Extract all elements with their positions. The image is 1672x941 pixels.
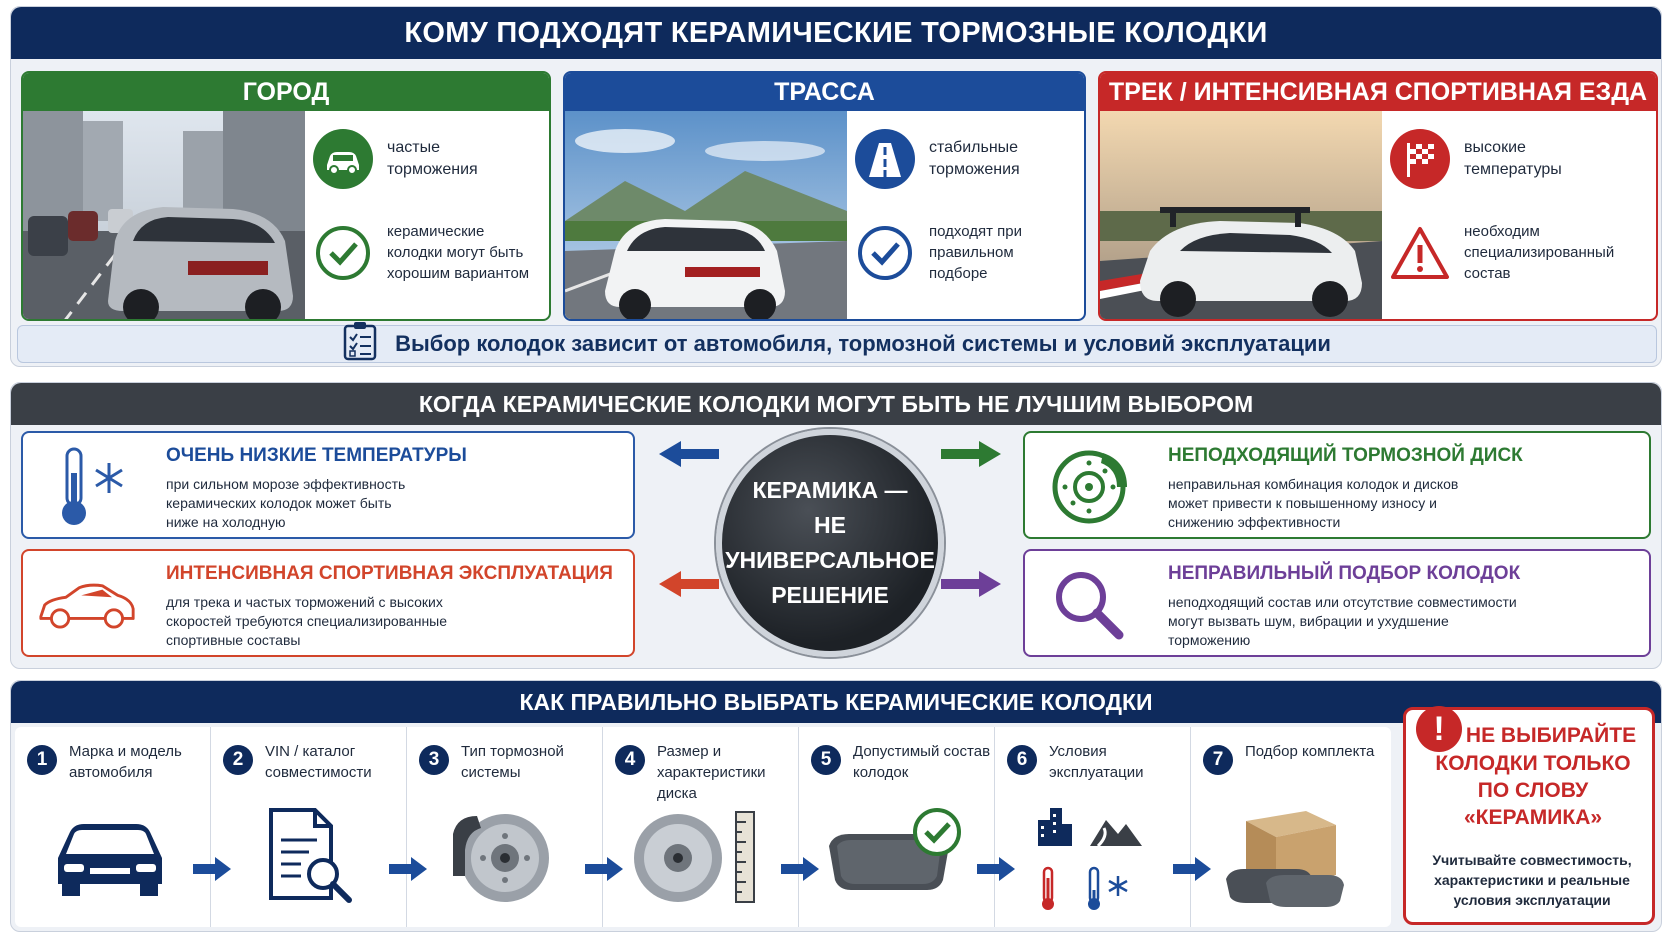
selection-note (17, 325, 1657, 363)
highway-feature-proper (855, 221, 1049, 284)
step-number: 4 (615, 745, 645, 775)
highway-feature-stable (855, 129, 1039, 189)
step-arrow-icon (585, 857, 623, 881)
center-line3: РЕШЕНИЕ (771, 582, 889, 608)
step-number: 2 (223, 745, 253, 775)
warning-callout (1403, 707, 1655, 925)
low-temp-title: ОЧЕНЬ НИЗКИЕ ТЕМПЕРАТУРЫ (166, 445, 467, 466)
howto-section (10, 680, 1662, 932)
disc-ruler-icon (623, 797, 773, 915)
brake-caliper-icon (427, 797, 577, 915)
step-5 (799, 727, 995, 927)
check-icon (855, 223, 915, 283)
step-arrow-icon (389, 857, 427, 881)
warning-title-line2: КОЛОДКИ ТОЛЬКО ПО СЛОВУ «КЕРАМИКА» (1435, 752, 1631, 829)
highway-feature1-text: стабильные торможения (929, 139, 1020, 178)
step-arrow-icon (193, 857, 231, 881)
checkered-flag-icon (1390, 129, 1450, 189)
step-label: Размер и характеристики диска (657, 743, 766, 802)
step-number: 5 (811, 745, 841, 775)
warning-title-line1: НЕ ВЫБИРАЙТЕ (1465, 724, 1637, 747)
magnifier-icon (1039, 561, 1139, 649)
highway-feature2-text: подходят при правильном подборе (929, 223, 1022, 282)
highway-card (563, 71, 1086, 321)
step-label: Допустимый состав колодок (853, 743, 991, 781)
track-card (1098, 71, 1658, 321)
city-feature-good (313, 221, 537, 284)
box-pads-icon (1211, 797, 1361, 915)
city-photo (23, 111, 305, 321)
step-3 (407, 727, 603, 927)
center-message (716, 429, 944, 657)
low-temp-card (21, 431, 635, 539)
check-icon (313, 223, 373, 283)
track-card-header: ТРЕК / ИНТЕНСИВНАЯ СПОРТИВНАЯ ЕЗДА (1100, 73, 1656, 111)
warning-text: Учитывайте совместимость, характеристики и реальные условия эксплуатации (1432, 852, 1632, 908)
center-line1: КЕРАМИКА — (752, 477, 908, 503)
step-number: 3 (419, 745, 449, 775)
track-feature-heat (1390, 129, 1574, 189)
track-photo (1100, 111, 1382, 321)
exclamation-icon: ! (1416, 706, 1462, 752)
step-number: 7 (1203, 745, 1233, 775)
step-label: Марка и модель автомобиля (69, 743, 182, 781)
disc-title: НЕПОДХОДЯЩИЙ ТОРМОЗНОЙ ДИСК (1168, 445, 1523, 466)
car-front-icon (35, 797, 185, 915)
track-feature2-text: необходим специализированный состав (1464, 223, 1615, 282)
steps-panel (15, 727, 1391, 927)
road-icon (855, 129, 915, 189)
arrow-right-purple-icon (941, 569, 1001, 599)
suitability-section (10, 6, 1662, 367)
track-feature-special (1390, 221, 1634, 284)
brake-pad-check-icon (819, 797, 969, 915)
suitability-title: КОМУ ПОДХОДЯТ КЕРАМИЧЕСКИЕ ТОРМОЗНЫЕ КОЛОДКИ (11, 7, 1661, 59)
step-label: Условия эксплуатации (1049, 743, 1144, 781)
step-2 (211, 727, 407, 927)
selection-note-text: Выбор колодок зависит от автомобиля, тормозной системы и условий эксплуатации (395, 331, 1331, 356)
step-label: Подбор комплекта (1245, 743, 1375, 760)
step-4 (603, 727, 799, 927)
thermometer-snowflake-icon (37, 443, 137, 531)
step-label: Тип тормозной системы (461, 743, 564, 781)
sport-title: ИНТЕНСИВНАЯ СПОРТИВНАЯ ЭКСПЛУАТАЦИЯ (166, 563, 613, 584)
arrow-left-blue-icon (659, 439, 719, 469)
step-7 (1191, 727, 1391, 927)
disc-text: неправильная комбинация колодок и дисков может привести к повышенному износу и снижению эффективности (1168, 476, 1459, 530)
document-search-icon (231, 797, 381, 915)
disc-card (1023, 431, 1651, 539)
step-arrow-icon (781, 857, 819, 881)
brake-disc-icon (1039, 443, 1139, 531)
sport-text: для трека и частых торможений с высоких скоростей требуются специализированные спортивные составы (166, 594, 448, 648)
limitations-title: КОГДА КЕРАМИЧЕСКИЕ КОЛОДКИ МОГУТ БЫТЬ НЕ ЛУЧШИМ ВЫБОРОМ (11, 383, 1661, 425)
track-feature1-text: высокие температуры (1464, 139, 1562, 178)
car-icon (313, 129, 373, 189)
step-1 (15, 727, 211, 927)
city-card (21, 71, 551, 321)
highway-card-header: ТРАССА (565, 73, 1084, 111)
selection-title: НЕПРАВИЛЬНЫЙ ПОДБОР КОЛОДОК (1168, 563, 1521, 584)
step-label: VIN / каталог совместимости (265, 743, 372, 781)
center-line2: НЕ УНИВЕРСАЛЬНОЕ (725, 512, 935, 573)
step-6 (995, 727, 1191, 927)
city-card-header: ГОРОД (23, 73, 549, 111)
arrow-right-green-icon (941, 439, 1001, 469)
sports-car-icon (37, 561, 137, 649)
city-feature2-text: керамические колодки могут быть хорошим вариантом (387, 223, 530, 282)
arrow-left-orange-icon (659, 569, 719, 599)
conditions-icon (1015, 797, 1165, 915)
highway-photo (565, 111, 847, 321)
sport-card (21, 549, 635, 657)
step-number: 1 (27, 745, 57, 775)
city-feature1-text: частые торможения (387, 139, 478, 178)
step-arrow-icon (1173, 857, 1211, 881)
low-temp-text: при сильном морозе эффективность керамических колодок может быть ниже на холодную (166, 476, 406, 530)
warning-icon (1390, 223, 1450, 283)
limitations-section (10, 382, 1662, 669)
city-feature-frequent (313, 129, 497, 189)
checklist-icon (343, 321, 377, 367)
step-arrow-icon (977, 857, 1015, 881)
selection-card (1023, 549, 1651, 657)
selection-text: неподходящий состав или отсутствие совместимости могут вызвать шум, вибрации и ухудшение торможению (1168, 594, 1517, 648)
howto-title: КАК ПРАВИЛЬНО ВЫБРАТЬ КЕРАМИЧЕСКИЕ КОЛОДКИ (11, 681, 1661, 723)
step-number: 6 (1007, 745, 1037, 775)
